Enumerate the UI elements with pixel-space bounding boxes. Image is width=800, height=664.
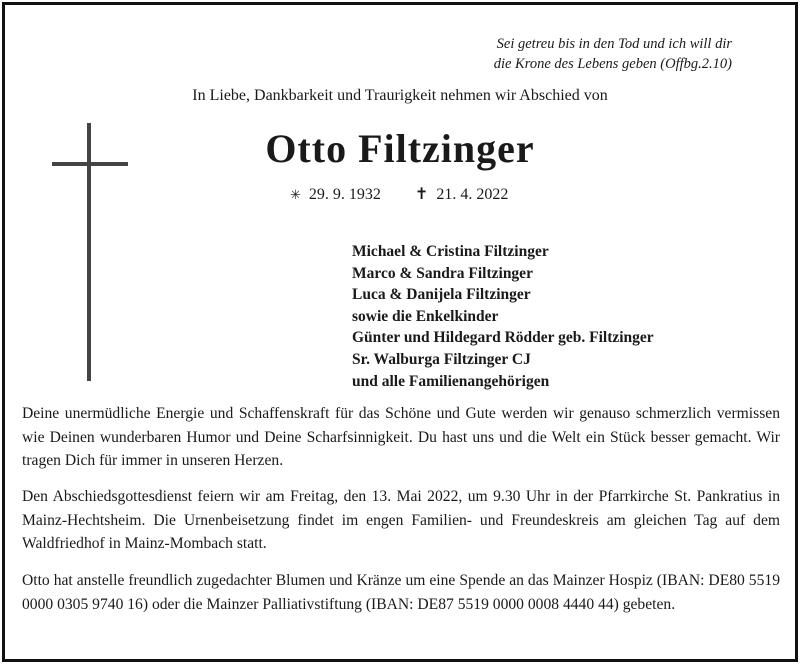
service-paragraph: Den Abschiedsgottesdienst feiern wir am Freitag, den 13. Mai 2022, um 9.30 Uhr in der Pfarrkirche St. Pankratius in Mainz-Hechtsheim. Die Urnenbeisetzung findet im engen Familien- und Freundeskreis am gleichen Tag auf dem Waldfriedhof in Mainz-Mombach statt. (22, 488, 780, 552)
donation-paragraph: Otto hat anstelle freundlich zugedachter Blumen und Kränze um eine Spende an das Mainzer Hospiz (IBAN: DE80 5519 0000 0305 9740 16) oder die Mainzer Palliativstiftung (IBAN: DE87 5519 0000 0008 4440 44) gebeten. (22, 572, 780, 613)
mourner: Michael & Cristina Filtzinger (352, 243, 549, 260)
mourner: Günter und Hildegard Rödder geb. Filtzinger (352, 329, 654, 347)
deceased-name: Otto Filtzinger (265, 126, 535, 171)
life-dates (290, 184, 512, 204)
death-date: 21. 4. 2022 (436, 186, 509, 203)
birth-star-icon: ✳ (290, 187, 301, 202)
tribute-paragraph: Deine unermüdliche Energie und Schaffenskraft für das Schöne und Gute werden wir genauso schmerzlich vermissen wie Deinen wunderbaren Humor und Deine Scharfsinnigkeit. Du hast uns und die Welt ein Stück besser gemacht. Wir tragen Dich für immer in unseren Herzen. (22, 405, 780, 469)
bible-verse (494, 34, 732, 74)
verse-line: Sei getreu bis in den Tod und ich will dir (496, 36, 732, 52)
birth-date: 29. 9. 1932 (308, 186, 381, 203)
mourner: Marco & Sandra Filtzinger (352, 264, 533, 282)
mourner: und alle Familienangehörigen (352, 372, 550, 390)
verse-line: die Krone des Lebens geben (Offbg.2.10) (493, 56, 732, 72)
mourners-list (352, 241, 654, 392)
mourner: Luca & Danijela Filtzinger (352, 286, 531, 304)
cross-icon (52, 123, 128, 381)
death-cross-icon: ✝ (414, 186, 429, 203)
mourner: Sr. Walburga Filtzinger CJ (352, 350, 531, 368)
mourner: sowie die Enkelkinder (352, 307, 499, 325)
intro-text: In Liebe, Dankbarkeit und Traurigkeit nehmen wir Abschied von (192, 87, 608, 104)
